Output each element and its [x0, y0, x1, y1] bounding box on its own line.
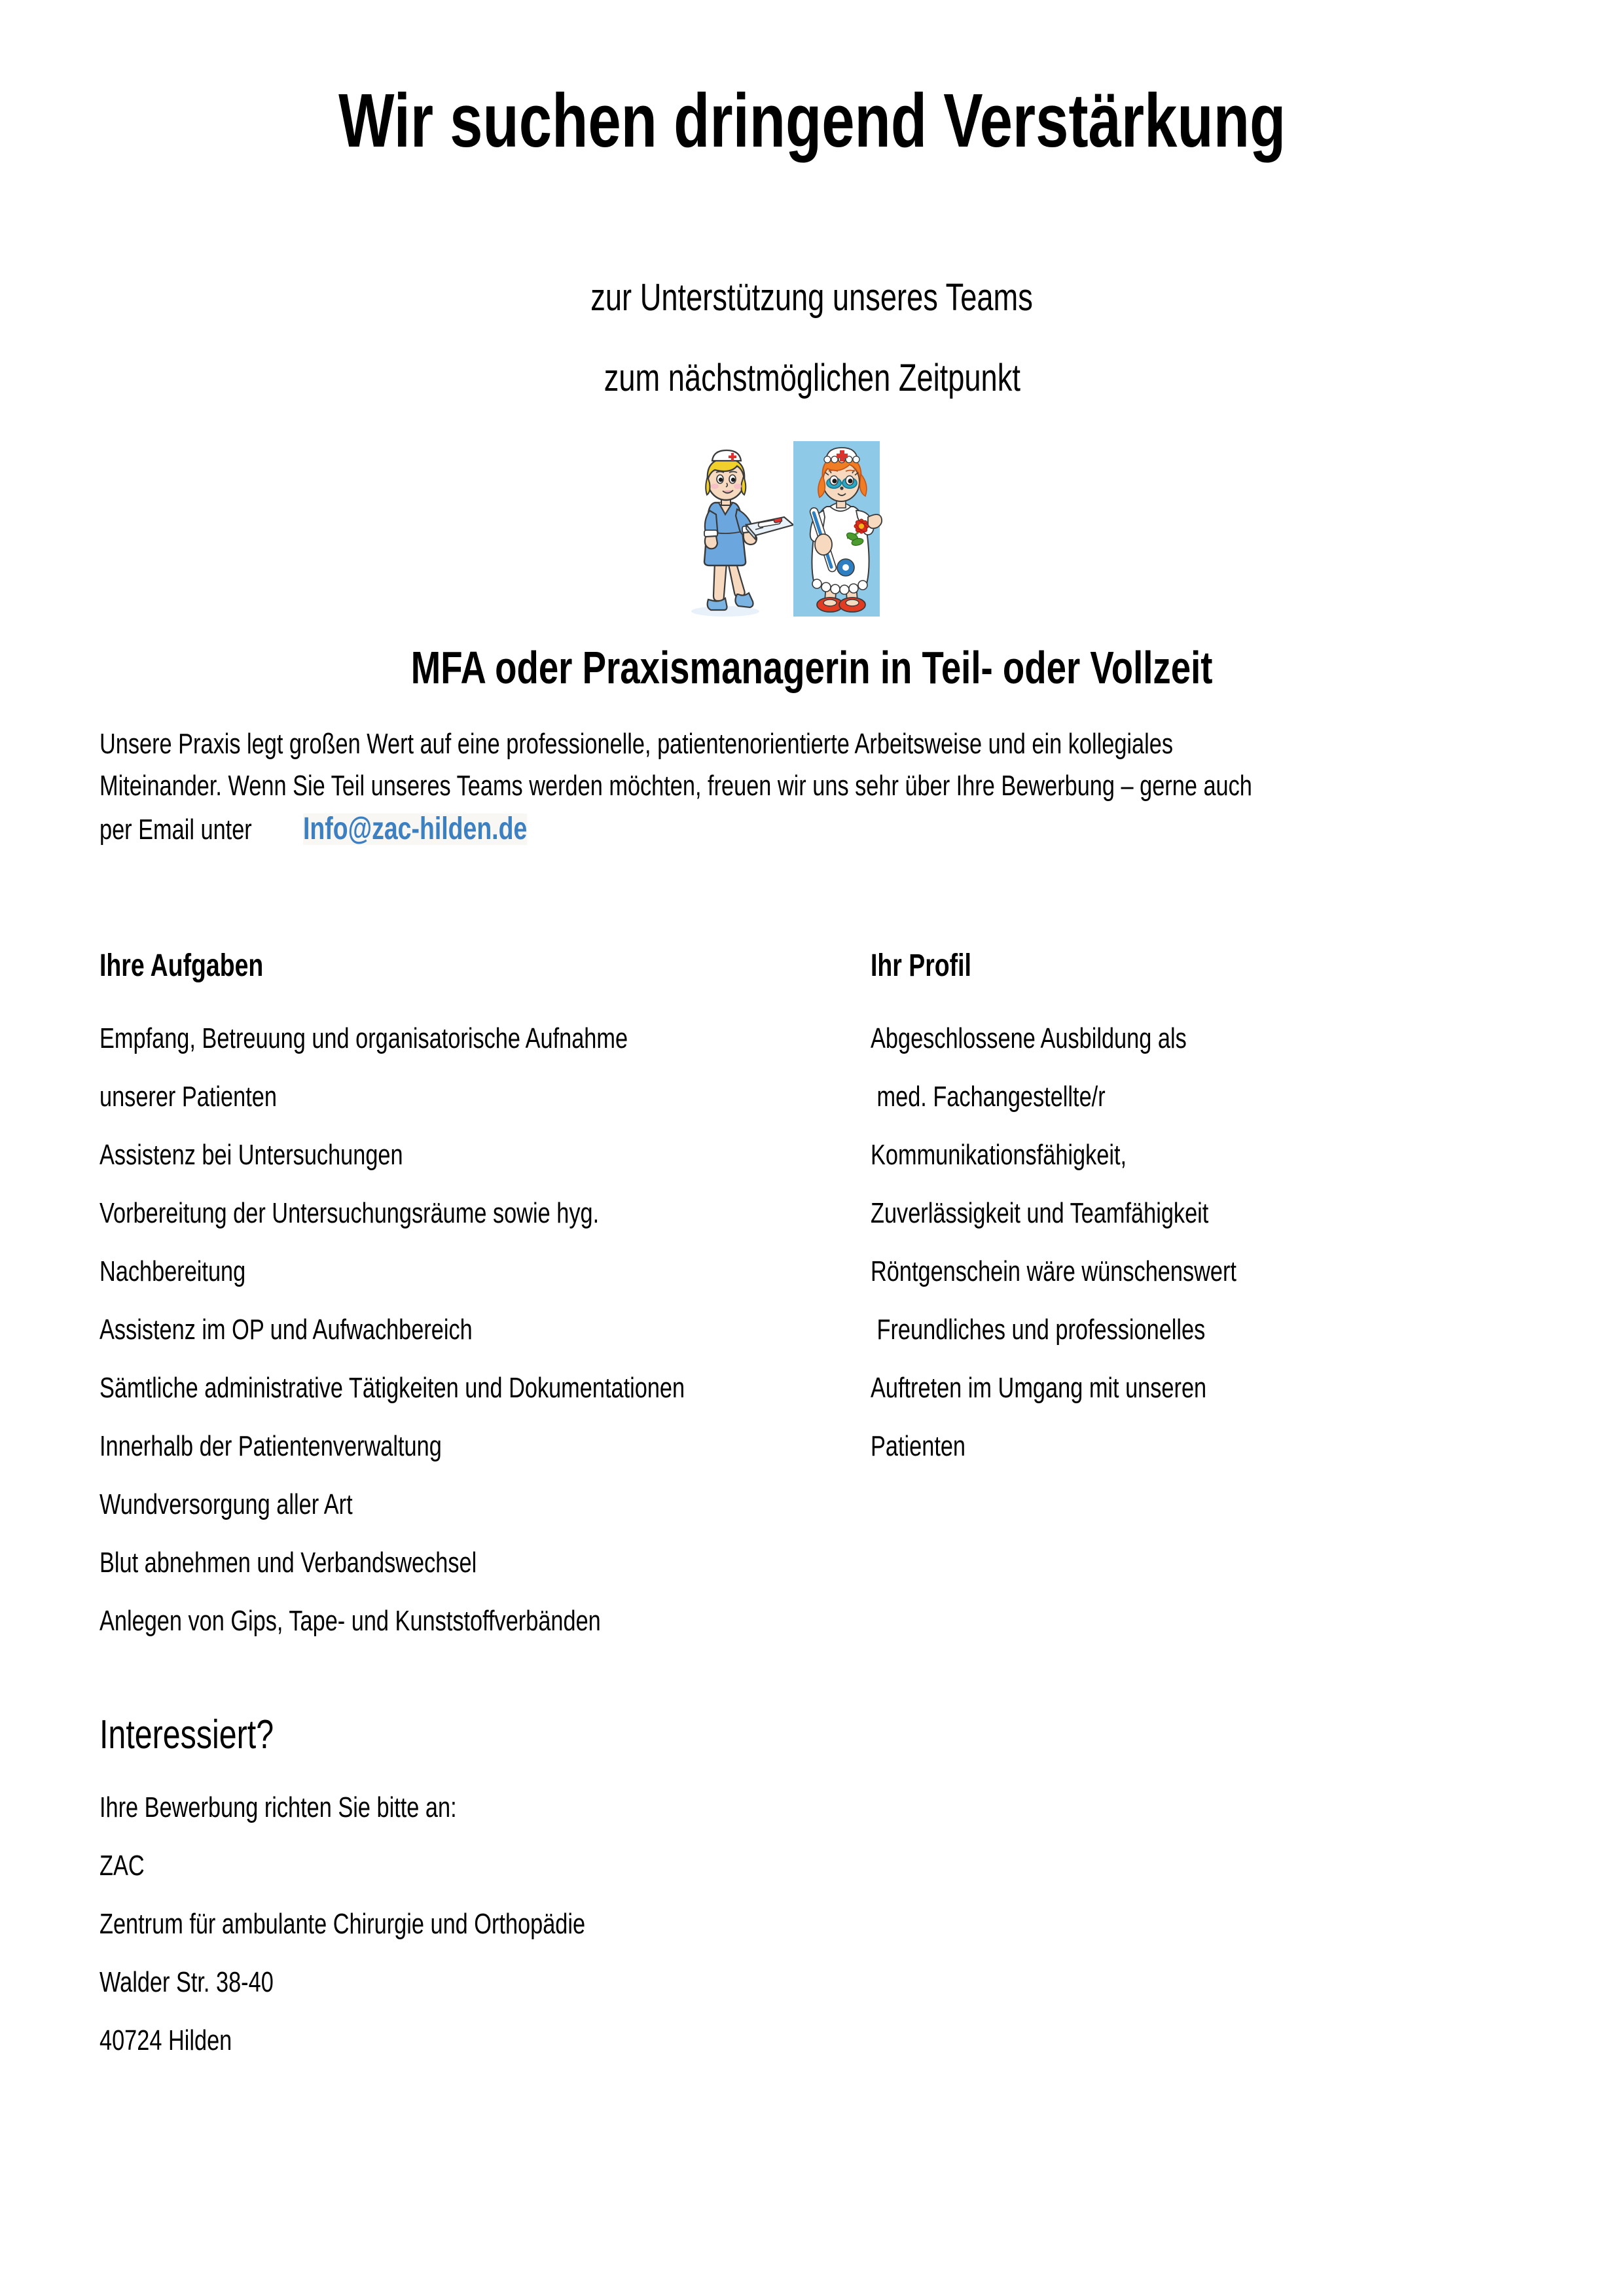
list-item	[871, 1199, 1525, 1257]
list-item-text: Abgeschlossene Ausbildung als	[871, 1022, 1187, 1054]
right-nurse-figure	[793, 441, 882, 617]
tasks-column-heading-text: Ihre Aufgaben	[99, 948, 264, 983]
contact-line-text: Walder Str. 38-40	[99, 1966, 274, 1998]
list-item	[871, 1432, 1525, 1490]
subtitle-line-2-text: zum nächstmöglichen Zeitpunkt	[604, 357, 1020, 399]
contact-line	[99, 1968, 1147, 2026]
contact-line-text: 40724 Hilden	[99, 2024, 232, 2056]
list-item-text: Patienten	[871, 1430, 966, 1462]
list-item-text: Freundliches und professionelles	[871, 1314, 1206, 1346]
list-item-text: Nachbereitung	[99, 1255, 246, 1287]
list-item	[99, 1607, 839, 1665]
list-item	[871, 1083, 1525, 1141]
list-item-text: Vorbereitung der Untersuchungsräume sowie hyg.	[99, 1197, 600, 1229]
profile-column-heading	[871, 950, 1000, 982]
list-item	[99, 1549, 839, 1607]
contact-line-text: ZAC	[99, 1850, 145, 1882]
page-title-text: Wir suchen dringend Verstärkung	[338, 78, 1286, 163]
list-item	[99, 1141, 839, 1199]
list-item	[99, 1316, 839, 1374]
contact-line-text: Zentrum für ambulante Chirurgie und Orthopädie	[99, 1908, 586, 1940]
intro-line-3	[99, 814, 1540, 855]
list-item-text: Anlegen von Gips, Tape- und Kunststoffverbänden	[99, 1605, 601, 1637]
list-item-text: Auftreten im Umgang mit unseren	[871, 1372, 1207, 1404]
contact-address-block	[99, 1793, 1147, 2085]
contact-line	[99, 1793, 1147, 1852]
list-item-text: Blut abnehmen und Verbandswechsel	[99, 1547, 477, 1579]
subtitle-line-1-text: zur Unterstützung unseres Teams	[590, 276, 1034, 319]
page-title	[0, 79, 1624, 164]
intro-line-1	[99, 730, 1540, 772]
contact-line	[99, 2026, 1147, 2085]
list-item	[871, 1024, 1525, 1083]
left-nurse-figure	[691, 450, 793, 617]
tasks-column-heading	[99, 950, 310, 982]
profile-list	[871, 1024, 1525, 1490]
list-item	[99, 1024, 839, 1083]
list-item-text: Assistenz im OP und Aufwachbereich	[99, 1314, 473, 1346]
subtitle-line-1	[0, 275, 1624, 321]
contact-line	[99, 1852, 1147, 1910]
list-item	[99, 1374, 839, 1432]
contact-line	[99, 1910, 1147, 1968]
contact-line-text: Ihre Bewerbung richten Sie bitte an:	[99, 1791, 457, 1823]
list-item-text: unserer Patienten	[99, 1081, 277, 1113]
email-link[interactable]: Info@zac-hilden.de	[302, 812, 527, 846]
list-item-text: Innerhalb der Patientenverwaltung	[99, 1430, 442, 1462]
list-item-text: Kommunikationsfähigkeit,	[871, 1139, 1127, 1171]
list-item	[871, 1374, 1525, 1432]
list-item	[99, 1257, 839, 1316]
list-item	[871, 1316, 1525, 1374]
subtitle-line-2	[0, 355, 1624, 401]
profile-column-heading-text: Ihr Profil	[871, 948, 971, 983]
list-item	[99, 1490, 839, 1549]
list-item	[99, 1199, 839, 1257]
nurses-illustration	[674, 433, 897, 620]
list-item	[871, 1141, 1525, 1199]
intro-line-2-text: Miteinander. Wenn Sie Teil unseres Teams werden möchten, freuen wir uns sehr über Ihre Bewerbung – gerne auch	[99, 770, 1252, 802]
tasks-list	[99, 1024, 839, 1665]
list-item-text: med. Fachangestellte/r	[871, 1081, 1106, 1113]
list-item-text: Röntgenschein wäre wünschenswert	[871, 1255, 1236, 1287]
intro-paragraph	[99, 730, 1540, 855]
list-item-text: Zuverlässigkeit und Teamfähigkeit	[871, 1197, 1209, 1229]
list-item	[871, 1257, 1525, 1316]
list-item-text: Assistenz bei Untersuchungen	[99, 1139, 403, 1171]
intro-line-3-prefix: per Email unter	[99, 814, 259, 846]
closing-heading-text: Interessiert?	[99, 1712, 274, 1757]
list-item-text: Sämtliche administrative Tätigkeiten und Dokumentationen	[99, 1372, 685, 1404]
closing-heading	[99, 1712, 323, 1757]
intro-line-2	[99, 772, 1540, 814]
list-item	[99, 1432, 839, 1490]
list-item-text: Wundversorgung aller Art	[99, 1488, 353, 1520]
role-heading	[0, 640, 1624, 695]
list-item-text: Empfang, Betreuung und organisatorische Aufnahme	[99, 1022, 628, 1054]
intro-line-1-text: Unsere Praxis legt großen Wert auf eine professionelle, patientenorientierte Arbeitsweise und ein kollegiales	[99, 728, 1174, 760]
list-item	[99, 1083, 839, 1141]
role-heading-text: MFA oder Praxismanagerin in Teil- oder Vollzeit	[411, 642, 1213, 693]
